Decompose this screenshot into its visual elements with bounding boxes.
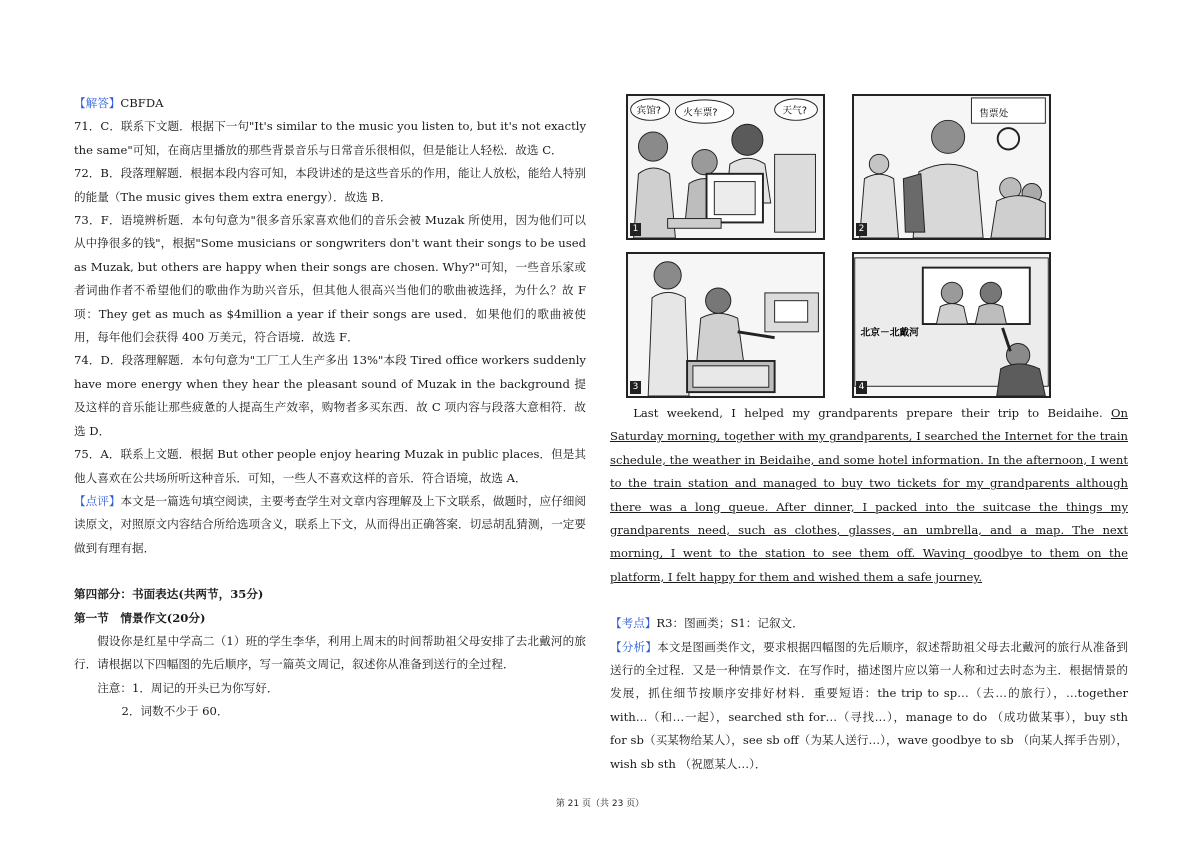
kaodian-tag: 【考点】 [610,616,657,631]
writing-prompt: 假设你是红星中学高二（1）班的学生李华，利用上周末的时间帮助祖父母安排了去北戴河的旅行．请根据以下四幅图的先后顺序，写一篇英文周记，叙述你从准备到送行的全过程． [74,633,586,672]
left-column [74,92,586,724]
kaodian-line [610,612,1128,635]
comment-paragraph [74,490,586,560]
comic-panels [610,86,1128,402]
answer-line [74,92,586,115]
ticket-office-illustration [854,96,1049,238]
panel-number-1: 1 [630,223,641,236]
bubble-train-ticket: 火车票? [683,107,718,119]
note-line-1: 注意：1．周记的开头已为你写好． [97,680,279,695]
explanation-74: 74．D．段落理解题．本句句意为"工厂工人生产多出 13%"本段 Tired office workers suddenly have more energy when they hear the pleasant sound of Muzak in the background 提及这样的音乐能让那些疲惫的人提高生产效率，购物者多买东西．故 C 项内容与段落大意相符．故选 D． [74,353,586,438]
computer-search-illustration [628,96,823,238]
section1-title: 第一节 情景作文(20分) [74,610,206,625]
explanation-75: 75．A．联系上文题．根据 But other people enjoy hearing Muzak in public places．但是其他人喜欢在公共场所听这种音乐．可知，一些人不喜欢这样的音乐．符合语境，故选 A． [74,447,586,485]
explanation-73: 73．F．语境辨析题．本句句意为"很多音乐家喜欢他们的音乐会被 Muzak 所使用，因为他们可以从中挣很多的钱"，根据"Some musicians or songwriters don't want their songs to be used as Muzak, but others are happy when their songs are chosen. Why?"可知，一些音乐家或者词曲作者不希望他们的歌曲作为助兴音乐，但其他人很高兴当他们的歌曲被选择，为什么？故 F 项：They get as much as $4million a year if their songs are used．如果他们的歌曲被使用，每年他们会获得 400 万美元，符合语境．故选 F． [74,213,586,345]
train-farewell-illustration [854,254,1049,396]
comment-tag: 【点评】 [74,493,121,508]
right-column [610,86,1128,776]
panel-number-2: 2 [856,223,867,236]
essay-intro: Last weekend, I helped my grandparents prepare their trip to Beidaihe. [633,406,1112,420]
fenxi-paragraph [610,636,1128,776]
packing-suitcase-illustration [628,254,823,396]
kaodian-text: R3：图画类；S1：记叙文． [656,616,804,631]
note-line-2: 2．词数不少于 60． [121,704,229,719]
comic-panel-1 [626,94,825,240]
bubble-weather: 天气? [782,105,808,117]
comment-text: 本文是一篇选句填空阅读，主要考查学生对文章内容理解及上下文联系，做题时，应仔细阅读原文，对照原文内容结合所给选项含义，联系上下文，从而得出正确答案．切忌胡乱猜测，一定要做到有理有据． [74,493,586,555]
explanation-72: 72．B．段落理解题．根据本段内容可知，本段讲述的是这些音乐的作用，能让人放松，能给人特别的能量（The music gives them extra energy）．故选 B． [74,166,586,204]
model-essay [610,402,1128,589]
panel-number-4: 4 [856,381,867,394]
train-destination-label: 北京－北戴河 [860,327,919,339]
essay-body: On Saturday morning, together with my grandparents, I searched the Internet for the train schedule, the weather in Beidaihe, and some hotel information. In the afternoon, I went to the train station and managed to buy two tickets for my grandparents although there was a long queue. After dinner, I packed into the suitcase the things my grandparents need, such as clothes, glasses, an umbrella, and a map. The next morning, I went to the station to see them off. Waving goodbye to them on the platform, I felt happy for them and wished them a safe journey. [610,406,1128,584]
page-footer: 第 21 页（共 23 页） [555,799,645,809]
bubble-hotel: 宾馆? [636,105,662,117]
comic-panel-3 [626,252,825,398]
comic-panel-4 [852,252,1051,398]
part4-title: 第四部分：书面表达(共两节，35分) [74,587,264,602]
fenxi-text: 本文是图画类作文，要求根据四幅图的先后顺序，叙述帮助祖父母去北戴河的旅行从准备到送行的全过程．又是一种情景作文．在写作时，描述图片应以第一人称和过去时态为主．根据情景的发展，抓住细节按顺序安排好材料．重要短语：the trip to sp…（去…的旅行），…together with…（和…一起），searched sth for…（寻找…），manage to do （成功做某事），buy sth for sb（买某物给某人），see sb off（为某人送行…），wave goodbye to sb （向某人挥手告别），wish sb sth （祝愿某人…）． [610,639,1128,771]
answer-tag: 【解答】 [74,96,121,110]
answer-value: CBFDA [120,96,164,110]
fenxi-tag: 【分析】 [610,639,658,654]
panel-number-3: 3 [630,381,641,394]
ticket-office-sign: 售票处 [979,108,1009,120]
comic-panel-2 [852,94,1051,240]
explanation-71: 71．C．联系下文题．根据下一句"It's similar to the music you listen to, but it's not exactly the same"可知，在商店里播放的那些背景音乐与日常音乐很相似，但是能让人轻松．故选 C． [74,119,586,157]
